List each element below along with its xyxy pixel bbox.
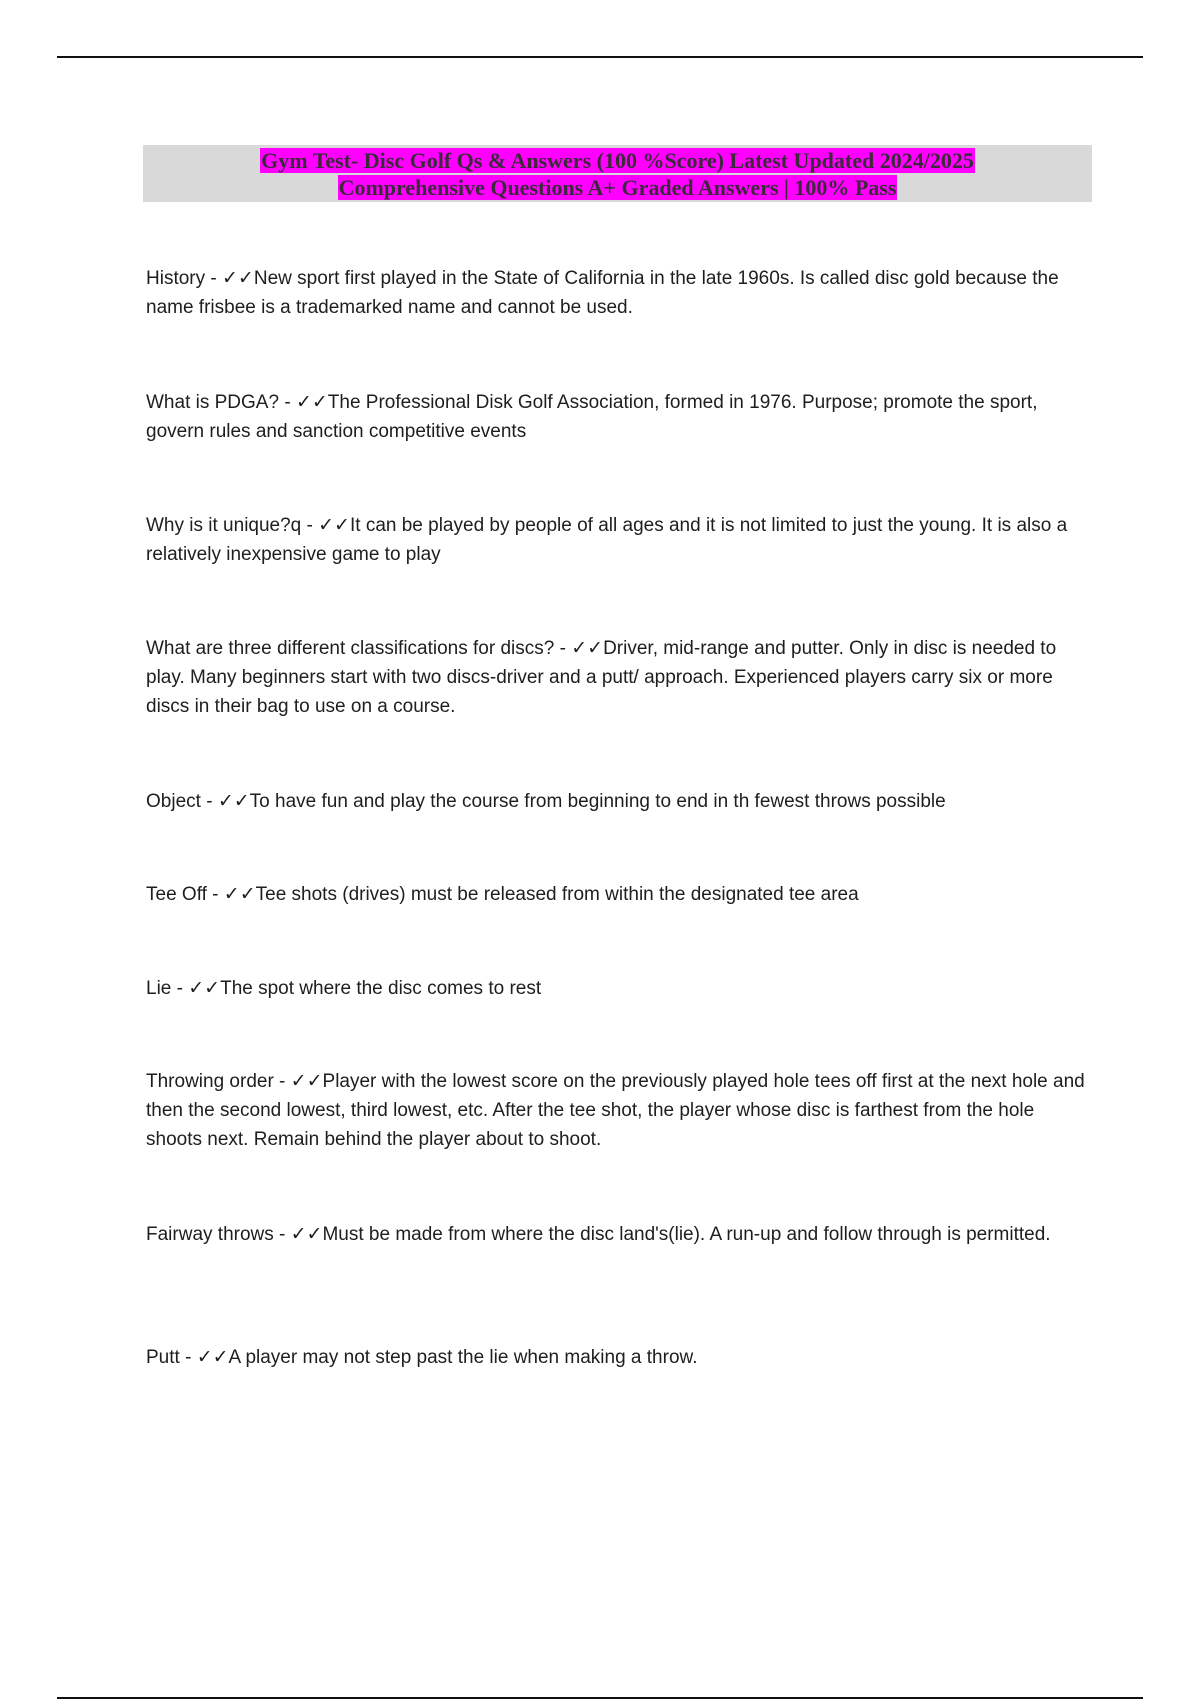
qa-term: What is PDGA? -: [146, 392, 296, 413]
qa-term: Tee Off -: [146, 884, 224, 905]
top-rule: [57, 56, 1143, 58]
qa-item-unique: [146, 511, 1092, 569]
qa-item-history: [146, 264, 1092, 322]
qa-item-fairway-throws: [146, 1220, 1092, 1249]
document-title: [143, 145, 1092, 202]
title-line-1: Gym Test- Disc Golf Qs & Answers (100 %Score) Latest Updated 2024/2025: [261, 148, 974, 173]
check-icon: ✓✓: [571, 637, 604, 659]
title-line-2: Comprehensive Questions A+ Graded Answers | 100% Pass: [338, 175, 897, 200]
check-icon: ✓✓: [318, 514, 350, 536]
check-icon: ✓✓: [295, 391, 328, 413]
qa-term: Putt -: [146, 1347, 197, 1368]
qa-item-throwing-order: [146, 1067, 1092, 1154]
bottom-rule: [57, 1697, 1143, 1699]
qa-term: History -: [146, 268, 222, 289]
qa-answer: New sport first played in the State of California in the late 1960s. Is called disc gold because the name frisbee is a trademarked name and cannot be used.: [146, 268, 1059, 318]
qa-answer: A player may not step past the lie when making a throw.: [228, 1347, 698, 1368]
qa-answer: Player with the lowest score on the previously played hole tees off first at the next hole and then the second lowest, third lowest, etc. After the tee shot, the player whose disc is farthest from the hole shoots next. Remain behind the player about to shoot.: [146, 1071, 1085, 1150]
check-icon: ✓✓: [290, 1070, 323, 1092]
check-icon: ✓✓: [223, 883, 256, 905]
qa-term: Fairway throws -: [146, 1224, 291, 1245]
check-icon: ✓✓: [290, 1223, 323, 1245]
qa-item-tee-off: [146, 880, 1092, 909]
qa-answer: Must be made from where the disc land's(lie). A run-up and follow through is permitted.: [322, 1224, 1051, 1245]
qa-item-lie: [146, 974, 1092, 1003]
qa-item-putt: [146, 1343, 1092, 1372]
qa-term: Object -: [146, 791, 218, 812]
qa-term: Why is it unique?q -: [146, 515, 318, 536]
qa-answer: Tee shots (drives) must be released from within the designated tee area: [255, 884, 859, 905]
qa-item-classifications: [146, 634, 1092, 721]
qa-answer: The spot where the disc comes to rest: [220, 978, 542, 999]
qa-answer: To have fun and play the course from beginning to end in th fewest throws possible: [249, 791, 946, 812]
check-icon: ✓✓: [217, 790, 250, 812]
qa-term: Throwing order -: [146, 1071, 291, 1092]
qa-answer: Driver, mid-range and putter. Only in disc is needed to play. Many beginners start with two discs-driver and a putt/ approach. Experienced players carry six or more discs in their bag to use on a course.: [146, 638, 1057, 717]
check-icon: ✓✓: [222, 267, 254, 289]
qa-term: What are three different classifications for discs? -: [146, 638, 571, 659]
qa-item-object: [146, 787, 1092, 816]
qa-item-pdga: [146, 388, 1092, 446]
qa-answer: It can be played by people of all ages and it is not limited to just the young. It is also a relatively inexpensive game to play: [146, 515, 1068, 565]
check-icon: ✓✓: [196, 1346, 229, 1368]
qa-answer: The Professional Disk Golf Association, formed in 1976. Purpose; promote the sport, govern rules and sanction competitive events: [146, 392, 1038, 442]
qa-term: Lie -: [146, 978, 188, 999]
check-icon: ✓✓: [188, 977, 221, 999]
